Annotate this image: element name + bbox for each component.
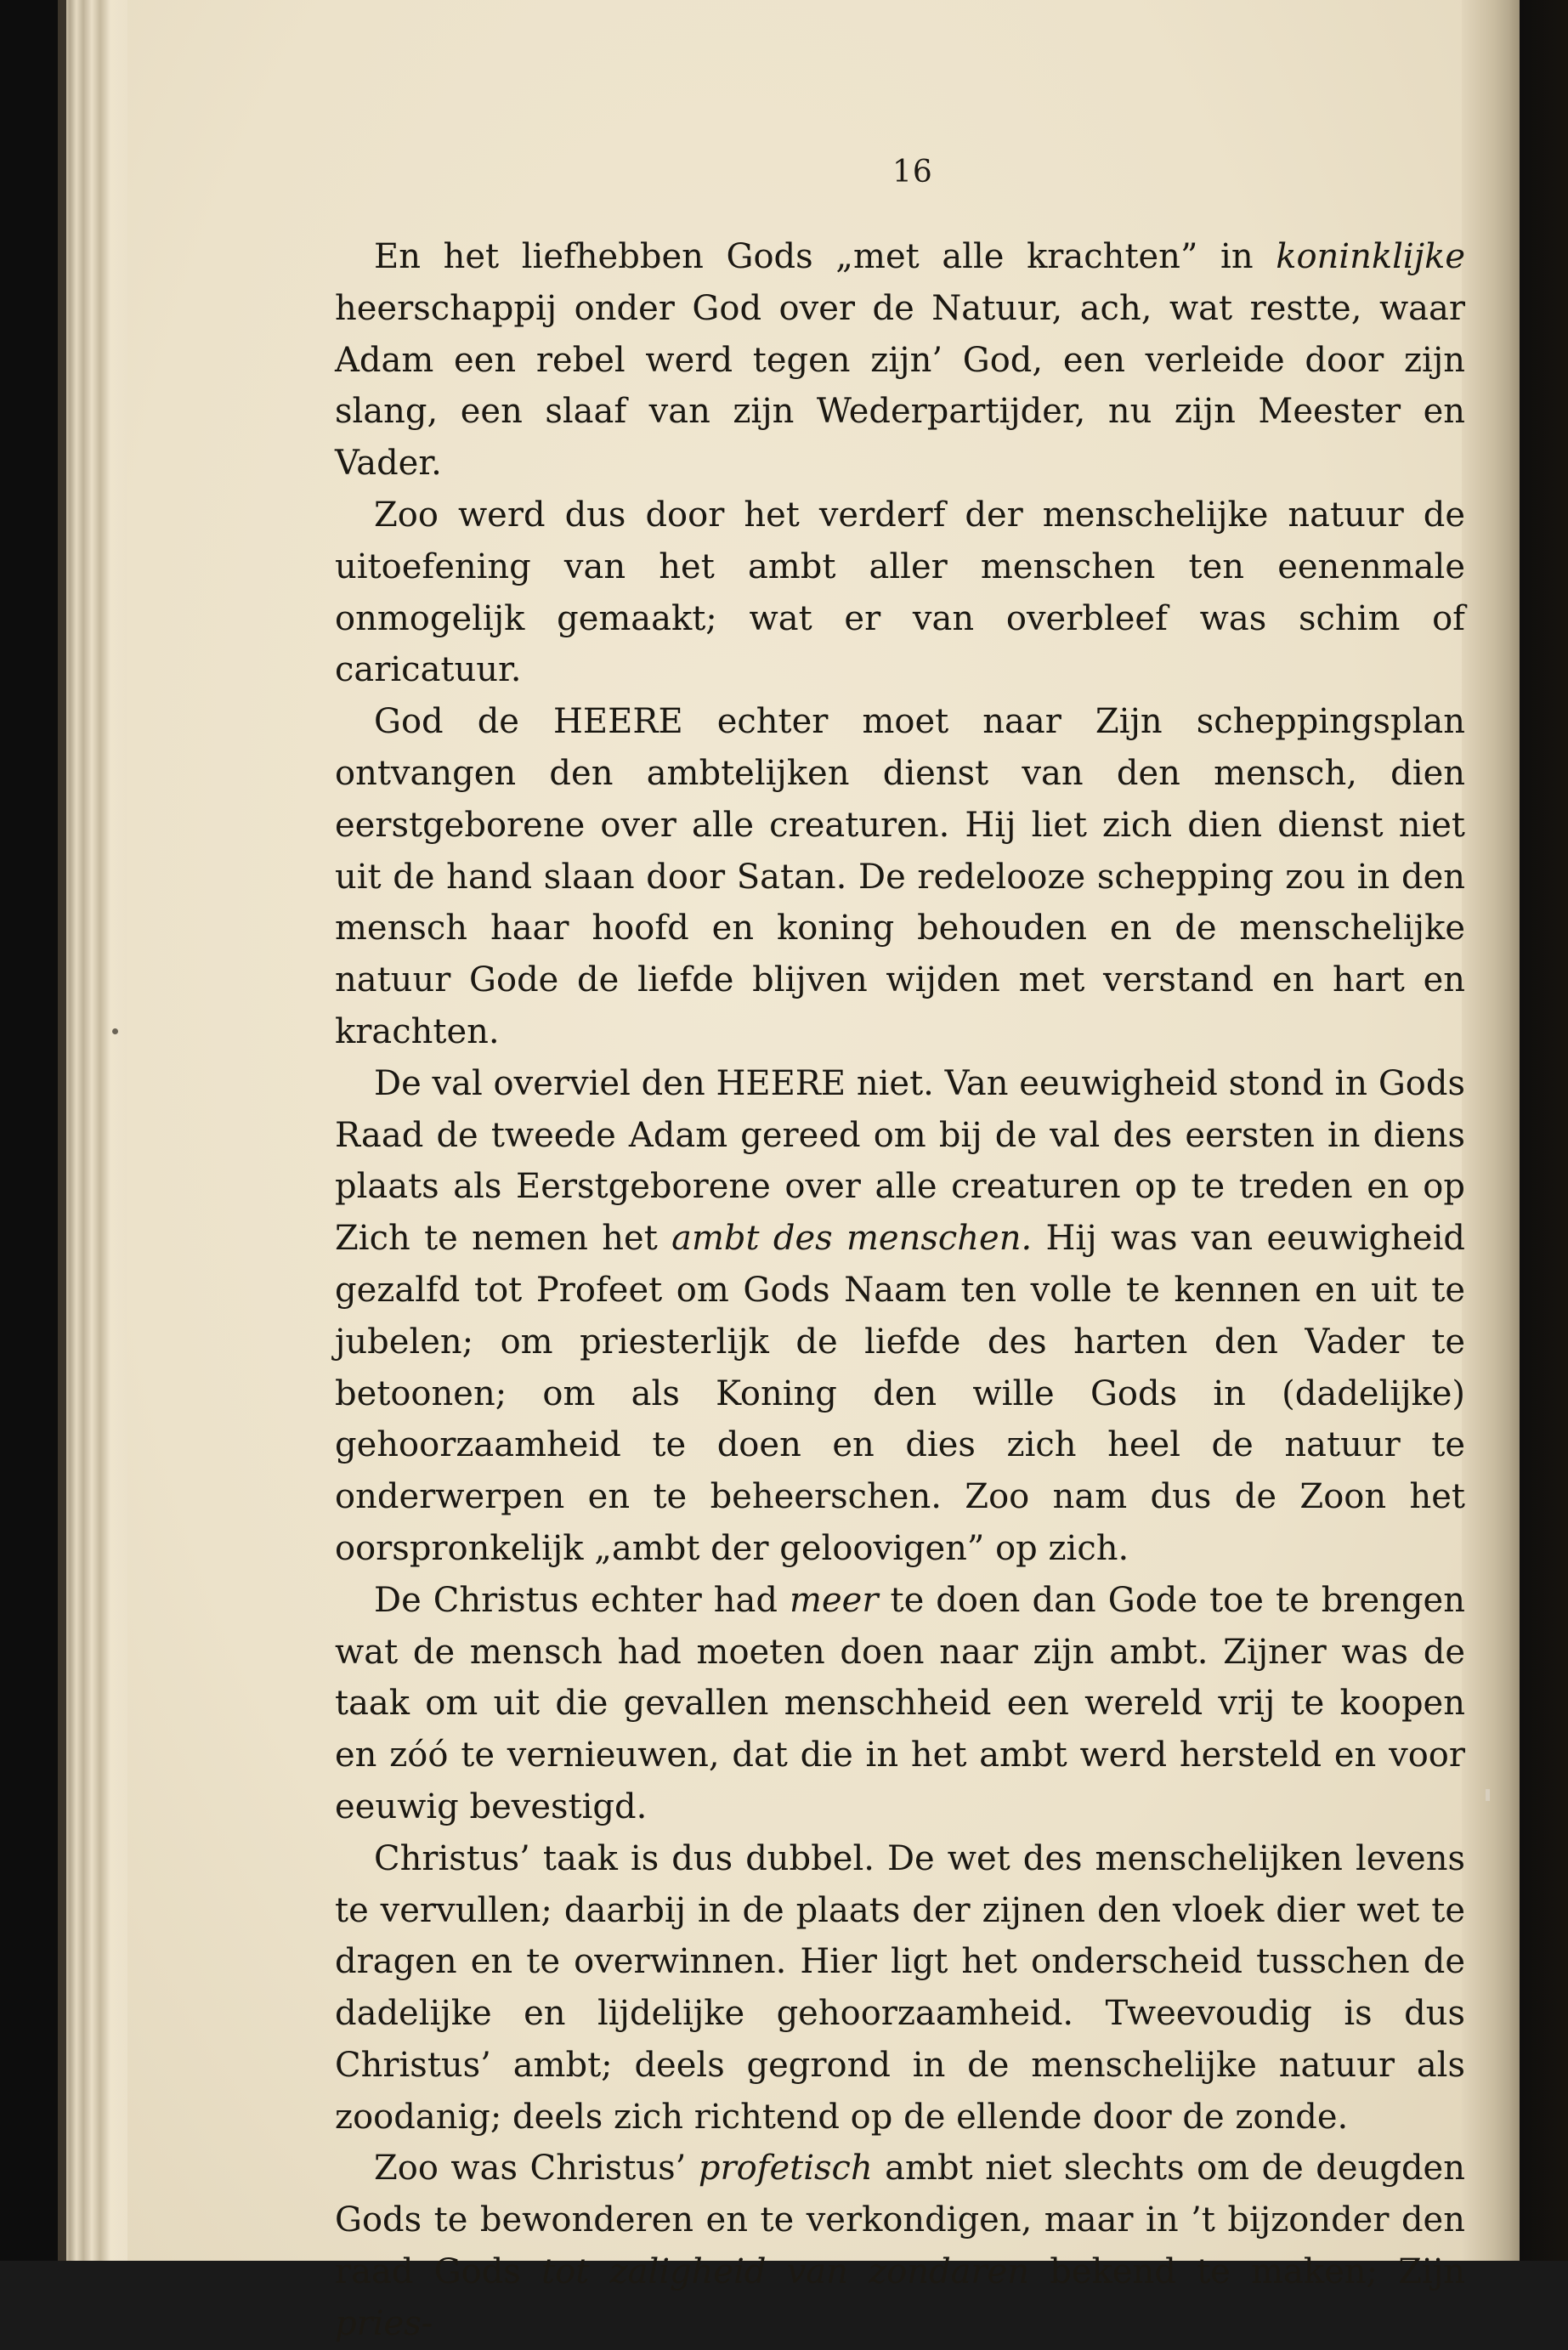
text-run: God de HEERE echter moet naar Zijn scheppingsplan ontvangen den ambtelijken dienst van den mensch, dien eerstgeborene over alle creaturen. Hij liet zich dien dienst niet uit de hand slaan door Satan. De redelooze schepping zou in den mensch haar hoofd en koning behouden en de menschelijke natuur Gode de liefde blijven wijden met verstand en hart en krachten. (335, 702, 1465, 1051)
text-run: bekend te maken; Zijn (1029, 2252, 1465, 2292)
page-number: 16 (892, 155, 933, 190)
body-text (335, 231, 1465, 2350)
paragraph (335, 1058, 1465, 1575)
gutter-shadow (1509, 0, 1568, 2261)
edge-mark (1486, 1789, 1490, 1801)
margin-speck (112, 1028, 118, 1034)
text-run: heerschappij onder God over de Natuur, ach, wat restte, waar Adam een rebel werd tegen zijn’ God, een verleide door zijn slang, een slaaf van zijn Wederpartijder, nu zijn Meester en Vader. (335, 288, 1465, 484)
text-run: De Christus echter had (374, 1580, 790, 1620)
italic-run: koninklijke (1276, 237, 1465, 276)
text-run: En het liefhebben Gods „met alle krachten” in (374, 237, 1276, 276)
binding-edge (58, 0, 66, 2261)
italic-run: meer (790, 1580, 879, 1620)
text-run: Zoo was Christus’ (374, 2149, 699, 2189)
text-run: Christus’ taak is dus dubbel. De wet des menschelijken levens te vervullen; daarbij in de plaats der zijnen den vloek dier wet te dragen en te overwinnen. Hier ligt het onderscheid tusschen de dadelijke en lijdelijke gehoorzaamheid. Tweevoudig is dus Christus’ ambt; deels gegrond in de menschelijke natuur als zoodanig; deels zich richtend op de ellende door de zonde. (335, 1838, 1465, 2137)
text-run: ambt niet slechts om de deugden Gods te bewonderen en te verkondigen, maar in ’t bijzonder den raad Gods (335, 2149, 1465, 2292)
text-run: Hij was van eeuwigheid gezalfd tot Profeet om Gods Naam ten volle te kennen en uit te jubelen; om priesterlijk de liefde des harten den Vader te betoonen; om als Koning den wille Gods in (dadelijke) gehoorzaamheid te doen en dies zich heel de natuur te onderwerpen en te beheerschen. Zoo nam dus de Zoon het oorspronkelijk „ambt der geloovigen” op zich. (335, 1219, 1465, 1568)
italic-run: tot zaligheid van zondaren (541, 2252, 1030, 2292)
text-run: De val overviel den HEERE niet. Van eeuwigheid stond in Gods Raad de tweede Adam gereed om bij de val des eersten in diens plaats als Eerstgeborene over alle creaturen op te treden en op Zich te nemen het (335, 1063, 1465, 1259)
paragraph (335, 231, 1465, 490)
italic-run: pries- (335, 2303, 433, 2343)
paragraph (335, 1575, 1465, 1833)
text-run: te doen dan Gode toe te brengen wat de mensch had moeten doen naar zijn ambt. Zijner was de taak om uit die gevallen menschheid een wereld vrij te koopen en zóó te vernieuwen, dat die in het ambt werd hersteld en voor eeuwig bevestigd. (335, 1580, 1465, 1826)
paragraph (335, 490, 1465, 696)
paragraph (335, 696, 1465, 1058)
italic-run: ambt des menschen. (671, 1219, 1033, 1259)
paragraph (335, 2143, 1465, 2349)
italic-run: profetisch (698, 2149, 873, 2189)
paragraph (335, 1833, 1465, 2143)
text-run: Zoo werd dus door het verderf der menschelijke natuur de uitoefening van het ambt aller menschen ten eenenmale onmogelijk gemaakt; wat er van overbleef was schim of caricatuur. (335, 495, 1465, 690)
